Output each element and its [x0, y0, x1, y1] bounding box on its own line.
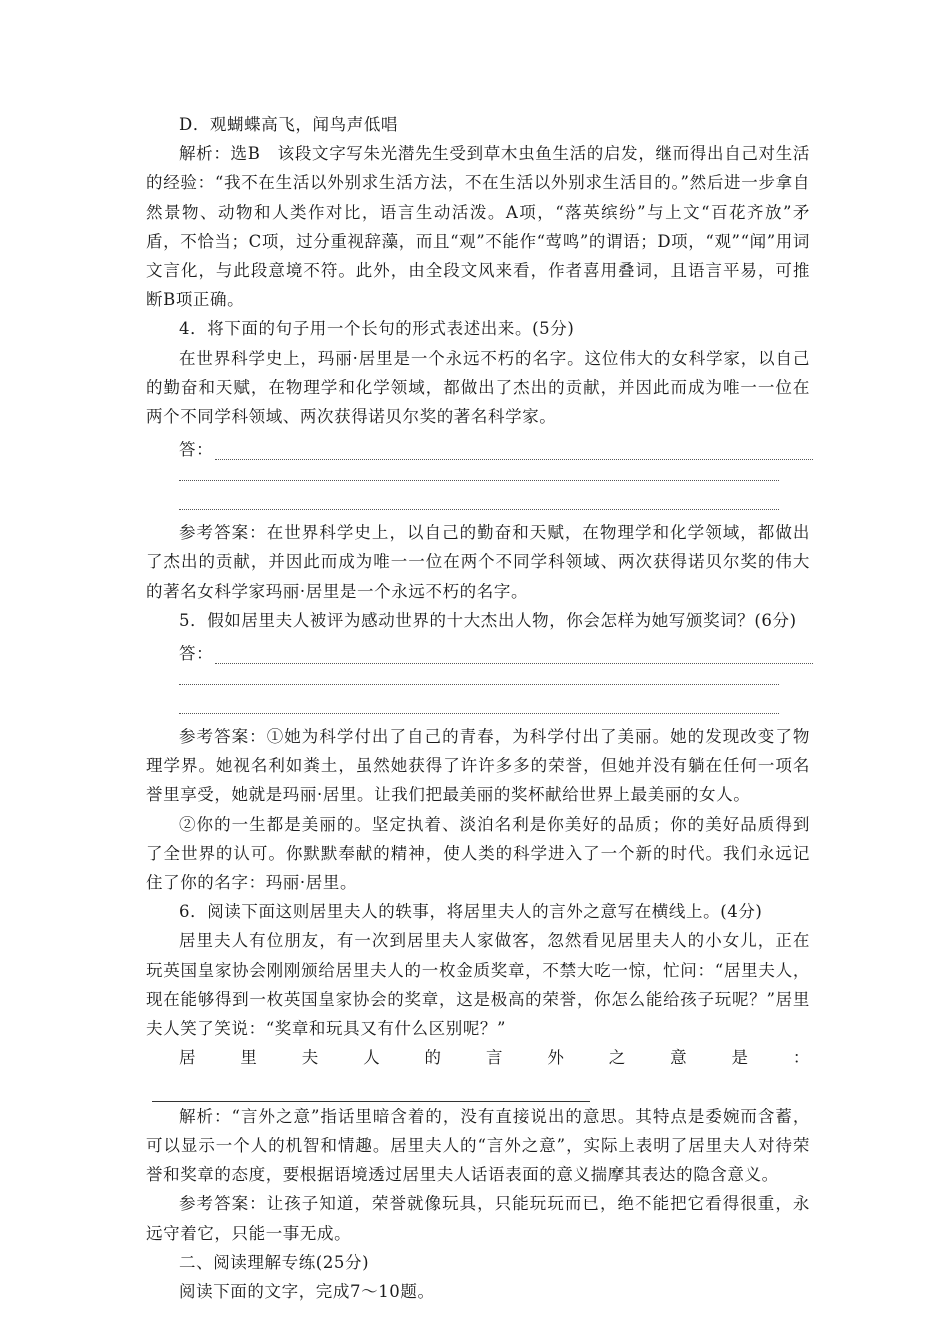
answer-label: 答： — [179, 644, 214, 664]
question-5: 5．假如居里夫人被评为感动世界的十大杰出人物，你会怎样为她写颁奖词？(6分) — [179, 610, 797, 630]
answer-blank[interactable] — [215, 645, 813, 664]
reference-answer-q5-1: 参考答案：①她为科学付出了自己的青春，为科学付出了美丽。她的发现改变了物理学界。她视名利如粪土，虽然她获得了许许多多的荣誉，但她并没有躺在任何一项名誉里享受，她就是玛丽·居里。让我们把最美丽的奖杯献给世界上最美丽的女人。 — [146, 727, 810, 805]
option-d: D．观蝴蝶高飞，闻鸟声低唱 — [179, 115, 399, 134]
question-6-passage: 居里夫人有位朋友，有一次到居里夫人家做客，忽然看见居里夫人的小女儿，正在玩英国皇家协会刚刚颁给居里夫人的一枚金质奖章，不禁大吃一惊，忙问：“居里夫人，现在能够得到一枚英国皇家协会的奖章，这是极高的荣誉，你怎么能给孩子玩呢？”居里夫人笑了笑说：“奖章和玩具又有什么区别呢？” — [146, 931, 810, 1039]
section-instruction: 阅读下面的文字，完成7～10题。 — [179, 1281, 435, 1301]
answer-blank[interactable] — [152, 1083, 590, 1102]
question-4: 4．将下面的句子用一个长句的形式表述出来。(5分) — [179, 319, 575, 339]
prompt-label: 居里夫人的言外之意是： — [179, 1048, 810, 1068]
analysis-q6: 解析：“言外之意”指话里暗含着的，没有直接说出的意思。其特点是委婉而含蓄，可以显示一个人的机智和情趣。居里夫人的“言外之意”，实际上表明了居里夫人对待荣誉和奖章的态度，要根据语境透过居里夫人话语表面的意义揣摩其表达的隐含意义。 — [146, 1106, 810, 1185]
reference-answer-q5-2: ②你的一生都是美丽的。坚定执着、淡泊名利是你美好的品质；你的美好品质得到了全世界的认可。你默默奉献的精神，使人类的科学进入了一个新的时代。我们永远记住了你的名字：玛丽·居里。 — [146, 814, 810, 893]
document-content — [146, 110, 810, 1306]
reference-answer-q4: 参考答案：在世界科学史上，以自己的勤奋和天赋，在物理学和化学领域，都做出了杰出的贡献，并因此而成为唯一一位在两个不同学科领域、两次获得诺贝尔奖的伟大的著名女科学家玛丽·居里是一个永远不朽的名字。 — [146, 523, 810, 601]
analysis-q3: 解析：选B 该段文字写朱光潜先生受到草木虫鱼生活的启发，继而得出自己对生活的经验：“我不在生活以外别求生活方法，不在生活以外别求生活目的。”然后进一步拿自然景物、动物和人类作对比，语言生动活泼。A项，“落英缤纷”与上文“百花齐放”矛盾，不恰当；C项，过分重视辞藻，而且“观”不能作“莺鸣”的谓语；D项，“观”“闻”用词文言化，与此段意境不符。此外，由全段文风来看，作者喜用叠词，且语言平易，可推断B项正确。 — [146, 144, 810, 310]
reference-answer-q6: 参考答案：让孩子知道，荣誉就像玩具，只能玩玩而已，绝不能把它看得很重，永远守着它，只能一事无成。 — [146, 1194, 810, 1243]
answer-blank-line[interactable] — [146, 664, 810, 693]
answer-line-q5[interactable] — [146, 635, 810, 664]
answer-label: 答： — [179, 440, 214, 460]
answer-blank-line[interactable] — [146, 693, 810, 722]
question-4-passage: 在世界科学史上，玛丽·居里是一个永远不朽的名字。这位伟大的女科学家，以自己的勤奋和天赋，在物理学和化学领域，都做出了杰出的贡献，并因此而成为唯一一位在两个不同学科领域、两次获得诺贝尔奖的著名科学家。 — [146, 348, 810, 427]
answer-line-q4[interactable] — [146, 431, 810, 460]
question-6-prompt — [146, 1043, 810, 1101]
answer-blank-line[interactable] — [146, 489, 810, 518]
section-heading: 二、阅读理解专练(25分) — [179, 1252, 370, 1272]
answer-blank[interactable] — [215, 441, 813, 460]
answer-blank-line[interactable] — [146, 460, 810, 489]
question-6: 6．阅读下面这则居里夫人的轶事，将居里夫人的言外之意写在横线上。(4分) — [179, 902, 763, 922]
